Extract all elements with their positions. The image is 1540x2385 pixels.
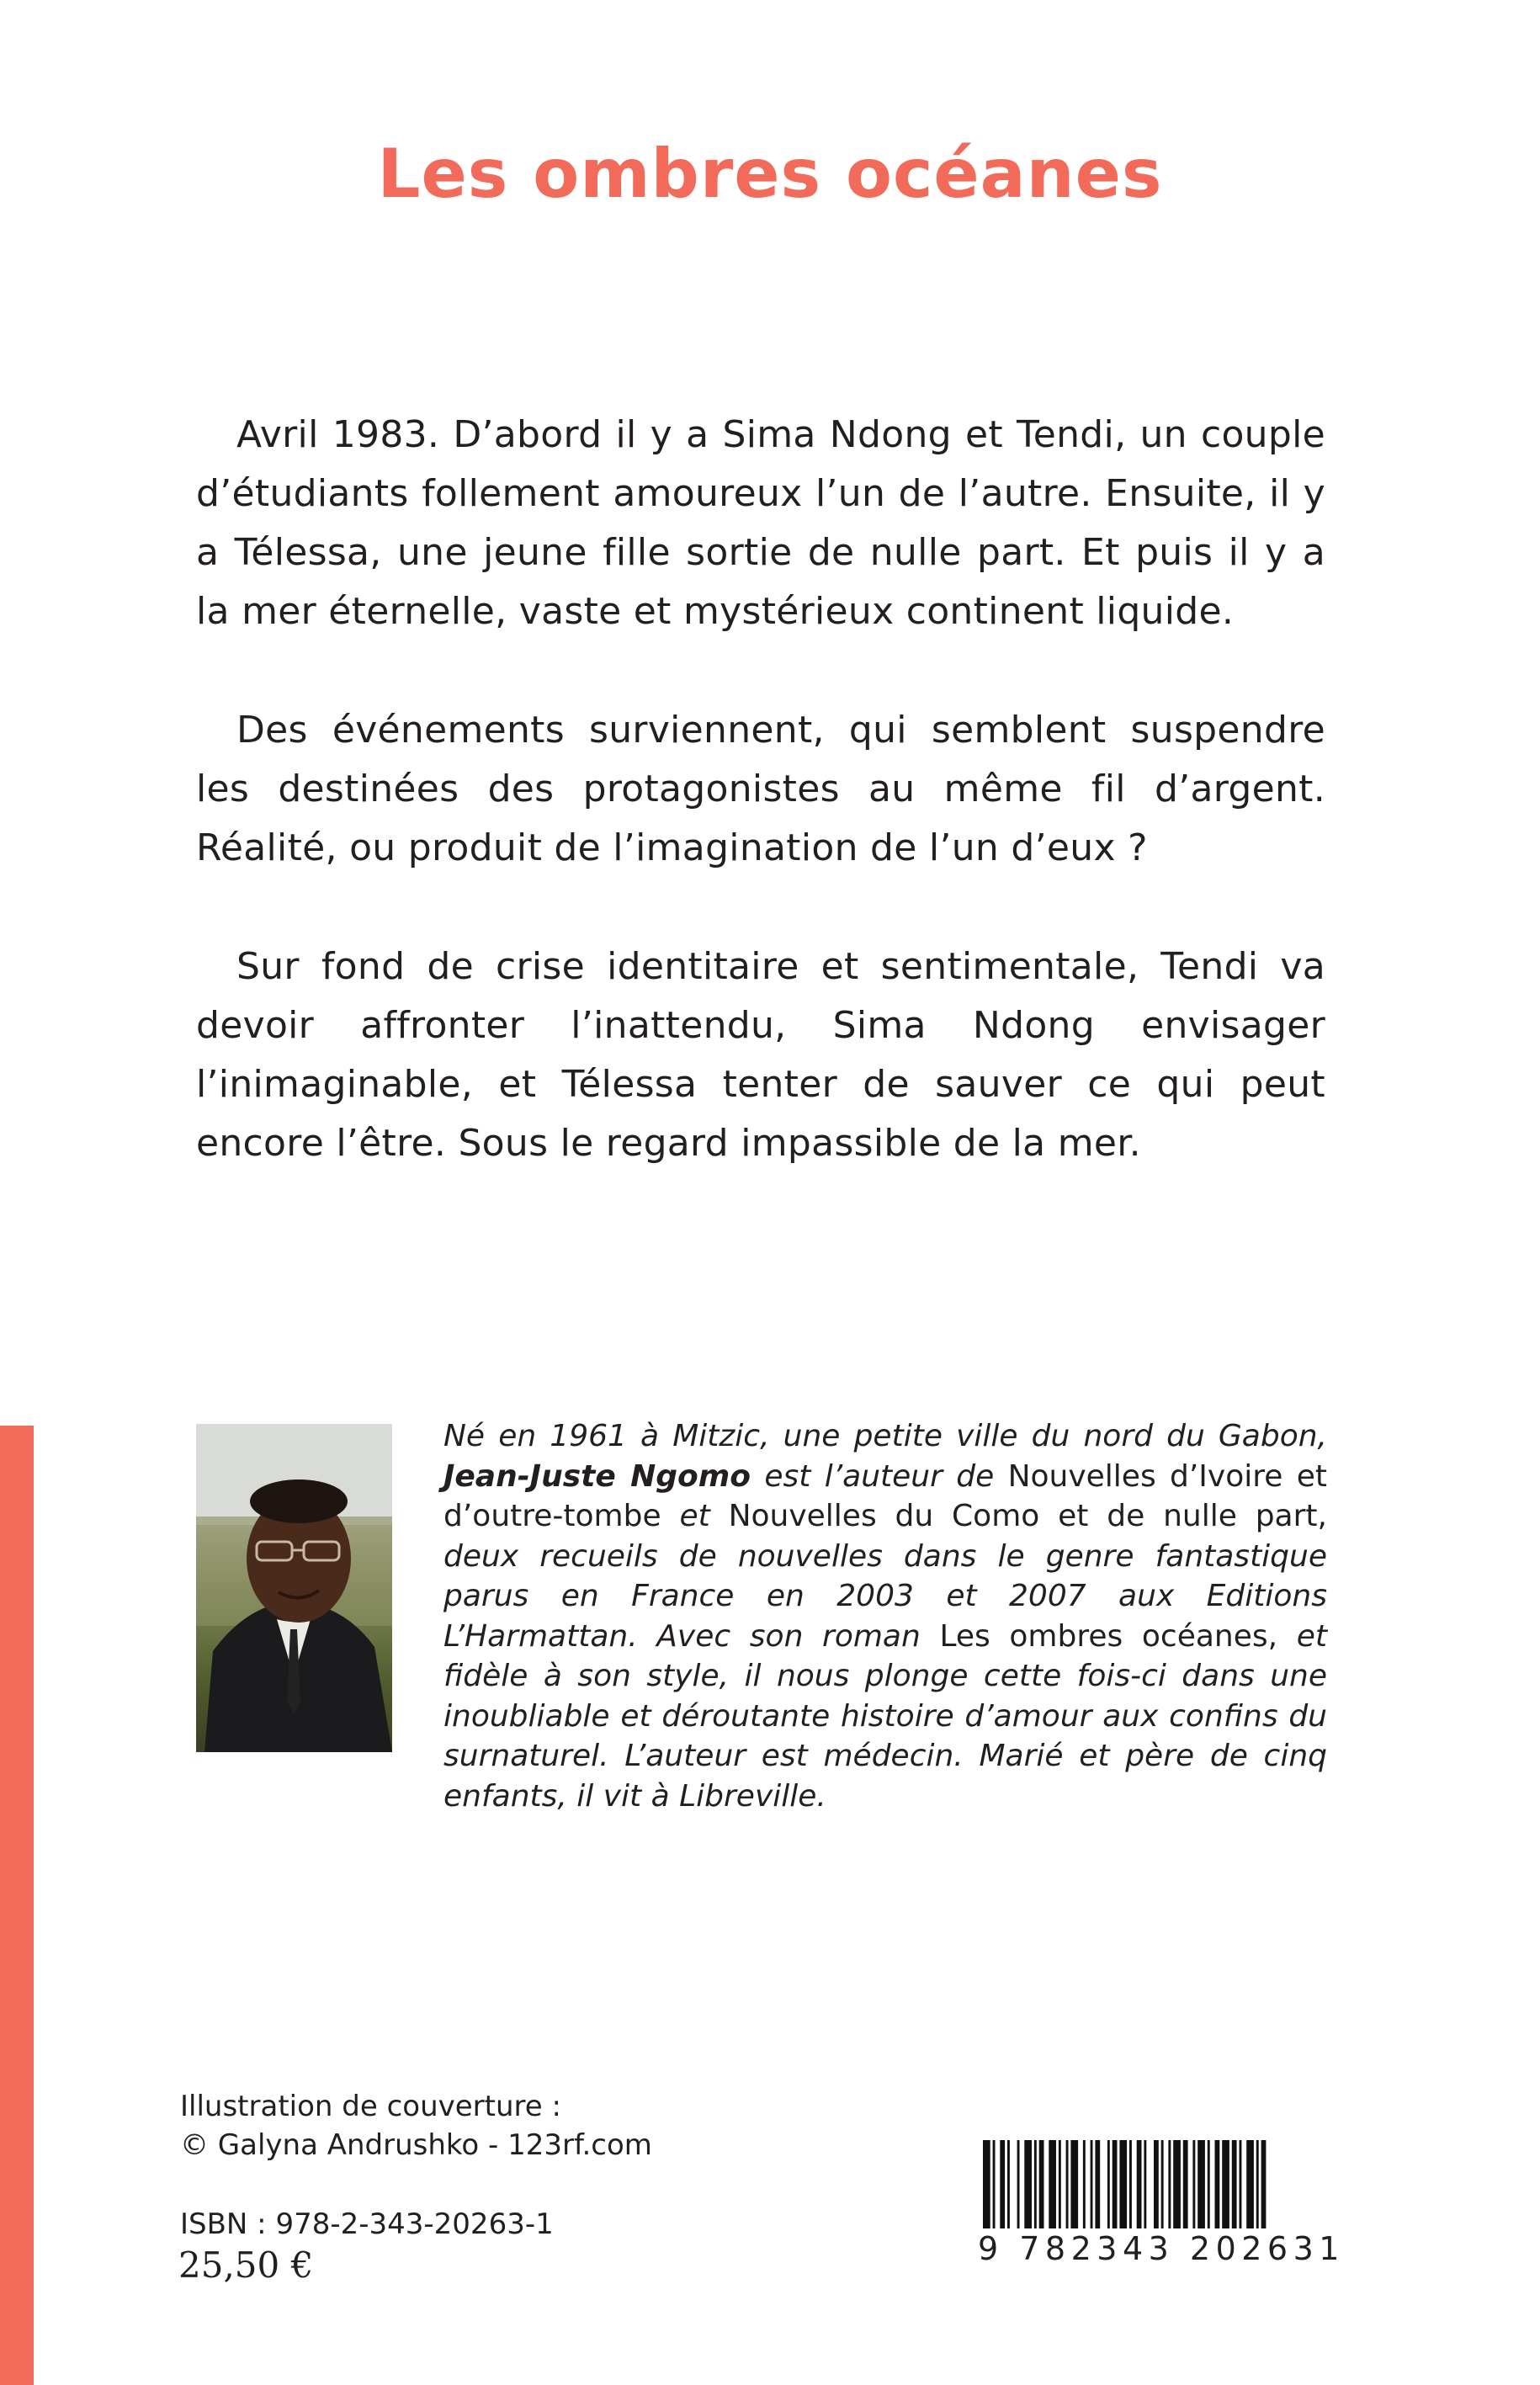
credits-line-1: Illustration de couverture : <box>180 2090 561 2123</box>
blurb-paragraph-2: Des événements surviennent, qui semblent suspendre les destinées des protagonistes au même fil d’argent. Réalité, ou produit de l’imagination de l’un d’eux ? <box>196 709 1325 869</box>
book-title: Les ombres océanes <box>377 135 1163 213</box>
bio-text-3: et <box>679 1499 710 1533</box>
accent-side-bar <box>0 1426 34 2385</box>
isbn-number: ISBN : 978-2-343-20263-1 <box>180 2207 554 2241</box>
book-title-2: Nouvelles du Como et de nulle part, <box>728 1499 1327 1533</box>
author-photo <box>196 1424 392 1752</box>
bio-text-1: Né en 1961 à Mitzic, une petite ville du nord du Gabon, <box>443 1419 1327 1453</box>
back-cover-blurb <box>196 406 1325 1233</box>
author-name: Jean-Juste Ngomo <box>443 1458 751 1494</box>
blurb-paragraph-1: Avril 1983. D’abord il y a Sima Ndong et Tendi, un couple d’étudiants follement amoureux l’un de l’autre. Ensuite, il y a Télessa, une jeune fille sortie de nulle part. Et puis il y a la mer éternelle, vaste et mystérieux continent liquide. <box>196 413 1325 633</box>
price: 25,50 € <box>178 2244 314 2286</box>
book-title-3: Les ombres océanes, <box>939 1618 1278 1654</box>
barcode-digits: 9 782343 202631 <box>978 2230 1345 2267</box>
book-title-1: Nouvelles d’Ivoire et d’outre-tombe <box>443 1458 1327 1533</box>
barcode <box>978 2140 1345 2308</box>
bio-text-2: est l’auteur de <box>764 1458 995 1494</box>
bio-text-5: et fidèle à son style, il nous plonge cette fois-ci dans une inoubliable et déroutante histoire d’amour aux confins du surnaturel. L’auteur est médecin. Marié et père de cinq enfants, il vit à Libreville. <box>443 1618 1327 1814</box>
credits-line-2: © Galyna Andrushko - 123rf.com <box>180 2128 652 2162</box>
author-biography <box>443 1416 1327 1816</box>
bio-text-4: deux recueils de nouvelles dans le genre fantastique parus en France en 2003 et 2007 aux Editions L’Harmattan. Avec son roman <box>443 1538 1327 1654</box>
cover-credits <box>180 2087 652 2165</box>
author-portrait-icon <box>196 1424 392 1752</box>
barcode-icon <box>978 2140 1331 2233</box>
blurb-paragraph-3: Sur fond de crise identitaire et sentimentale, Tendi va devoir affronter l’inattendu, Sima Ndong envisager l’inimaginable, et Télessa tenter de sauver ce qui peut encore l’être. Sous le regard impassible de la mer. <box>196 945 1325 1165</box>
